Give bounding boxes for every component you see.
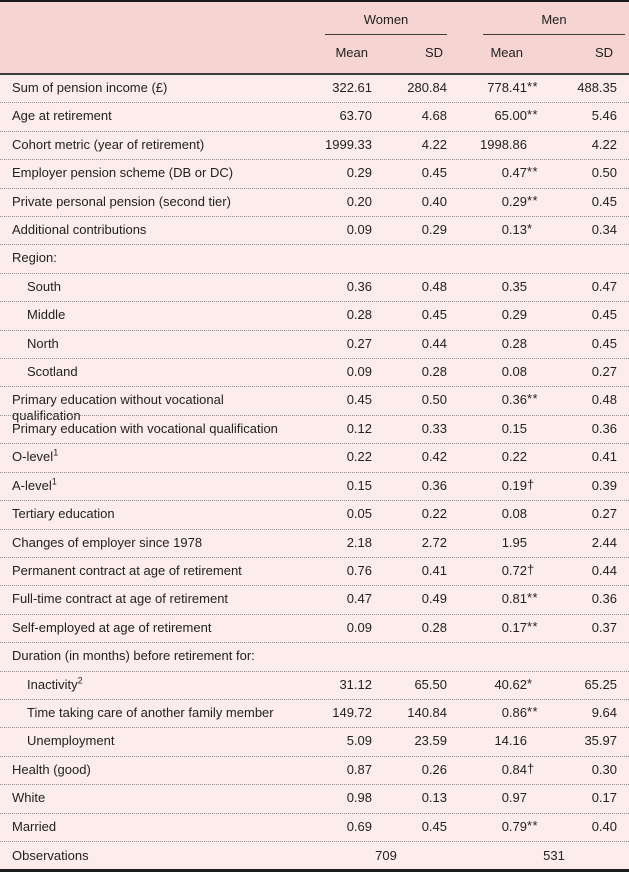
- value-cell: 0.44: [421, 335, 447, 351]
- value-cell: 0.22: [501, 449, 527, 465]
- row-label: O-level$^1$: [12, 447, 59, 465]
- value-cell: [372, 250, 447, 266]
- table-row: [0, 472, 629, 500]
- men-mean-header: Mean: [490, 45, 523, 60]
- value-cell: 0.76: [346, 562, 372, 578]
- row-label: Changes of employer since 1978: [12, 534, 203, 550]
- value-cell: 9.64: [591, 704, 617, 720]
- value-cell: 1998.86: [480, 136, 527, 152]
- value-cell: 0.36: [421, 477, 447, 493]
- significance-marker: **: [527, 817, 539, 833]
- table-row: [0, 386, 629, 424]
- table-row: [0, 784, 629, 812]
- value-cell: 35.97: [584, 733, 617, 749]
- value-cell: 0.15: [501, 420, 527, 436]
- value-cell: 0.28: [421, 364, 447, 380]
- value-cell: 0.33: [421, 420, 447, 436]
- value-cell: 0.28: [421, 619, 447, 635]
- row-label: Full-time contract at age of retirement: [12, 591, 229, 607]
- value-cell: 5.46: [591, 108, 617, 124]
- value-cell: 0.36 **: [501, 391, 539, 408]
- row-label: Unemployment: [27, 733, 115, 749]
- value-cell: 140.84: [407, 704, 447, 720]
- value-cell: 0.28: [346, 307, 372, 323]
- value-cell: 0.84 †: [501, 760, 535, 777]
- value-cell: 40.62 *: [494, 675, 533, 692]
- table-row: [0, 159, 629, 187]
- value-cell: 0.48: [591, 392, 617, 408]
- value-cell: 0.28: [501, 335, 527, 351]
- value-cell: 65.25: [584, 676, 617, 692]
- value-cell: 0.05: [346, 506, 372, 522]
- significance-marker: †: [527, 760, 535, 776]
- value-cell: 280.84: [407, 80, 447, 95]
- value-cell: 778.41 **: [487, 79, 539, 95]
- table-row: [0, 642, 629, 670]
- value-cell: 0.49: [421, 591, 447, 607]
- value-cell: 0.45: [421, 165, 447, 181]
- table-body: [0, 75, 629, 841]
- value-cell: 0.08: [501, 506, 527, 522]
- value-cell: 0.45: [421, 307, 447, 323]
- value-cell: 0.86 **: [501, 703, 539, 720]
- value-cell: 0.40: [591, 818, 617, 834]
- significance-marker: **: [527, 107, 539, 123]
- value-cell: 0.15: [346, 477, 372, 493]
- value-cell: 0.27: [591, 364, 617, 380]
- value-cell: 0.39: [591, 477, 617, 493]
- row-label: Primary education without vocational qualification: [12, 392, 224, 424]
- row-label: Inactivity$^2$: [27, 675, 83, 692]
- value-cell: 0.30: [591, 761, 617, 777]
- value-cell: 0.87: [346, 761, 372, 777]
- table-row: [0, 727, 629, 755]
- row-label: Region:: [12, 250, 57, 266]
- value-cell: 65.50: [414, 676, 447, 692]
- significance-marker: *: [527, 675, 533, 691]
- value-cell: 322.61: [332, 80, 372, 95]
- significance-marker: †: [527, 476, 535, 492]
- value-cell: 0.40: [421, 193, 447, 209]
- row-label: Age at retirement: [12, 108, 112, 124]
- value-cell: 0.45: [591, 307, 617, 323]
- table-row: [0, 301, 629, 329]
- value-cell: 0.48: [421, 278, 447, 294]
- value-cell: 2.44: [591, 534, 617, 550]
- value-cell: 4.68: [421, 108, 447, 124]
- value-cell: [527, 250, 617, 266]
- significance-marker: **: [527, 618, 539, 634]
- col-group-women: [292, 12, 447, 35]
- row-label: Tertiary education: [12, 506, 115, 522]
- table-row: [0, 358, 629, 386]
- table-row: [0, 614, 629, 642]
- table-row: [0, 500, 629, 528]
- significance-marker: **: [527, 192, 539, 208]
- women-mean-header: Mean: [335, 45, 368, 60]
- row-label: Scotland: [27, 364, 78, 380]
- value-cell: 0.97: [501, 790, 527, 806]
- significance-marker: **: [527, 79, 539, 94]
- value-cell: 0.45: [346, 392, 372, 408]
- observations-men-cell: [447, 848, 617, 864]
- value-cell: 0.45: [591, 193, 617, 209]
- value-cell: 0.13 *: [501, 221, 533, 238]
- table-row: [0, 557, 629, 585]
- women-group-label: Women: [363, 12, 409, 27]
- value-cell: 488.35: [577, 80, 617, 95]
- value-cell: 63.70: [339, 108, 372, 124]
- value-cell: 0.12: [346, 420, 372, 436]
- row-label: Duration (in months) before retirement for:: [12, 648, 255, 664]
- table-row: [0, 813, 629, 841]
- significance-marker: †: [527, 561, 535, 577]
- value-cell: 0.79 **: [501, 817, 539, 834]
- value-cell: 0.26: [421, 761, 447, 777]
- col-group-men: [447, 12, 617, 35]
- row-label: North: [27, 335, 59, 351]
- value-cell: 0.44: [591, 562, 617, 578]
- observations-women-value: 709: [375, 847, 397, 863]
- value-cell: [527, 648, 617, 664]
- value-cell: 0.98: [346, 790, 372, 806]
- value-cell: 0.29: [346, 165, 372, 181]
- value-cell: [292, 250, 372, 266]
- value-cell: 23.59: [414, 733, 447, 749]
- subheader-spacer: [0, 45, 292, 61]
- men-group-rule: [483, 12, 625, 35]
- value-cell: 0.47: [346, 591, 372, 607]
- value-cell: 0.09: [346, 222, 372, 238]
- row-label: Additional contributions: [12, 222, 147, 238]
- group-spacer: [0, 12, 292, 35]
- value-cell: [447, 648, 527, 664]
- row-label: Cohort metric (year of retirement): [12, 136, 205, 152]
- value-cell: 0.36: [591, 420, 617, 436]
- value-cell: 1999.33: [325, 136, 372, 152]
- value-cell: 65.00 **: [494, 107, 539, 124]
- value-cell: 0.34: [591, 222, 617, 238]
- value-cell: 0.09: [346, 364, 372, 380]
- column-group-row: [0, 2, 629, 35]
- row-label: Primary education with vocational qualification: [12, 420, 278, 436]
- value-cell: 14.16: [494, 733, 527, 749]
- row-label: Health (good): [12, 761, 91, 777]
- table-header: [0, 2, 629, 75]
- men-sd-header: SD: [594, 45, 613, 60]
- value-cell: 0.42: [421, 449, 447, 465]
- value-cell: 0.13: [421, 790, 447, 806]
- value-cell: 0.27: [591, 506, 617, 522]
- table-row: [0, 671, 629, 699]
- value-cell: 0.08: [501, 364, 527, 380]
- table-row: [0, 699, 629, 727]
- value-cell: 0.45: [591, 335, 617, 351]
- value-cell: 4.22: [421, 136, 447, 152]
- row-label: Private personal pension (second tier): [12, 193, 231, 209]
- table-row: [0, 273, 629, 301]
- value-cell: 0.41: [591, 449, 617, 465]
- row-label: White: [12, 790, 46, 806]
- value-cell: 4.22: [591, 136, 617, 152]
- value-cell: 2.72: [421, 534, 447, 550]
- women-sd-header: SD: [424, 45, 443, 60]
- significance-marker: *: [527, 221, 533, 237]
- table-row: [0, 529, 629, 557]
- value-cell: 31.12: [339, 676, 372, 692]
- value-cell: 0.36: [591, 591, 617, 607]
- row-label: Permanent contract at age of retirement: [12, 562, 242, 578]
- value-cell: 0.69: [346, 818, 372, 834]
- row-label: A-level$^1$: [12, 476, 57, 493]
- row-label: Middle: [27, 307, 66, 323]
- table-row: [0, 244, 629, 272]
- value-cell: 0.09: [346, 619, 372, 635]
- table-row: [0, 415, 629, 443]
- value-cell: 0.35: [501, 278, 527, 294]
- table-row: [0, 585, 629, 613]
- value-cell: 0.20: [346, 193, 372, 209]
- value-cell: 5.09: [346, 733, 372, 749]
- observations-label: Observations: [12, 847, 89, 863]
- value-cell: [447, 250, 527, 266]
- observations-women-cell: [292, 848, 447, 864]
- value-cell: 0.47: [591, 278, 617, 294]
- value-cell: 2.18: [346, 534, 372, 550]
- row-label: Employer pension scheme (DB or DC): [12, 165, 234, 181]
- value-cell: 0.17 **: [501, 618, 539, 635]
- value-cell: 0.50: [591, 165, 617, 181]
- value-cell: 0.29 **: [501, 192, 539, 209]
- value-cell: 149.72: [332, 704, 372, 720]
- significance-marker: **: [527, 703, 539, 719]
- table-row: [0, 188, 629, 216]
- value-cell: 0.45: [421, 818, 447, 834]
- value-cell: 0.17: [591, 790, 617, 806]
- observations-men-value: 531: [543, 847, 565, 863]
- value-cell: [372, 648, 447, 664]
- table-row: [0, 756, 629, 784]
- row-label: Sum of pension income (£): [12, 80, 168, 95]
- significance-marker: **: [527, 164, 539, 180]
- value-cell: 0.36: [346, 278, 372, 294]
- value-cell: 0.29: [501, 307, 527, 323]
- men-group-label: Men: [541, 12, 567, 27]
- table-row: [0, 102, 629, 130]
- table-row: [0, 216, 629, 244]
- value-cell: 1.95: [501, 534, 527, 550]
- row-label: Married: [12, 818, 57, 834]
- subheader-row: [0, 35, 629, 73]
- value-cell: 0.27: [346, 335, 372, 351]
- row-label: South: [27, 278, 61, 294]
- value-cell: 0.81 **: [501, 590, 539, 607]
- value-cell: 0.22: [346, 449, 372, 465]
- value-cell: 0.37: [591, 619, 617, 635]
- value-cell: 0.47 **: [501, 164, 539, 181]
- value-cell: 0.50: [421, 392, 447, 408]
- value-cell: 0.19 †: [501, 476, 535, 493]
- table-row: [0, 443, 629, 471]
- table-row: [0, 330, 629, 358]
- significance-marker: **: [527, 590, 539, 606]
- value-cell: [292, 648, 372, 664]
- value-cell: 0.29: [421, 222, 447, 238]
- value-cell: 0.22: [421, 506, 447, 522]
- women-group-rule: [325, 12, 447, 35]
- value-cell: 0.41: [421, 562, 447, 578]
- table-row: [0, 75, 629, 102]
- row-label: Self-employed at age of retirement: [12, 619, 212, 635]
- significance-marker: **: [527, 391, 539, 407]
- observations-row: [0, 841, 629, 869]
- table-row: [0, 131, 629, 159]
- row-label: Time taking care of another family member: [27, 704, 274, 720]
- value-cell: 0.72 †: [501, 561, 535, 578]
